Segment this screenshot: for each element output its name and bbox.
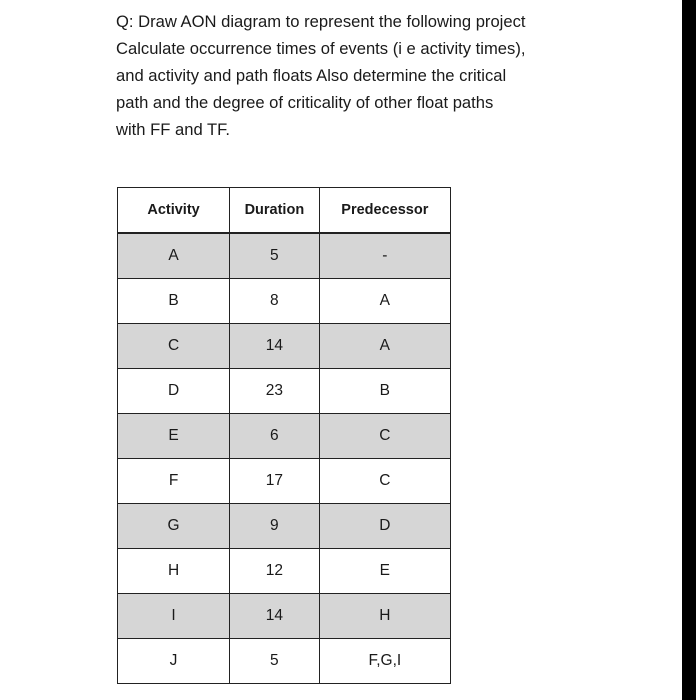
table-row	[118, 233, 451, 279]
cell-duration: 8	[230, 279, 320, 324]
cell-activity: F	[118, 459, 230, 504]
cell-activity: H	[118, 549, 230, 594]
question-line: with FF and TF.	[116, 120, 231, 139]
table-row	[118, 414, 451, 459]
table-row	[118, 594, 451, 639]
cell-predecessor: F,G,I	[319, 639, 450, 684]
cell-predecessor: A	[319, 279, 450, 324]
table-row	[118, 459, 451, 504]
header-predecessor: Predecessor	[319, 188, 450, 234]
cell-predecessor: C	[319, 459, 450, 504]
cell-duration: 14	[230, 594, 320, 639]
question-line: path and the degree of criticality of other float paths	[116, 93, 494, 112]
cell-duration: 5	[230, 639, 320, 684]
cell-predecessor: C	[319, 414, 450, 459]
cell-predecessor: B	[319, 369, 450, 414]
cell-predecessor: -	[319, 233, 450, 279]
cell-duration: 5	[230, 233, 320, 279]
table-row	[118, 279, 451, 324]
cell-activity: G	[118, 504, 230, 549]
cell-duration: 12	[230, 549, 320, 594]
cell-duration: 6	[230, 414, 320, 459]
question-line: Calculate occurrence times of events (i e activity times),	[116, 39, 526, 58]
cell-predecessor: E	[319, 549, 450, 594]
cell-activity: C	[118, 324, 230, 369]
cell-duration: 23	[230, 369, 320, 414]
table-header-row	[118, 188, 451, 234]
header-activity: Activity	[118, 188, 230, 234]
cell-activity: D	[118, 369, 230, 414]
cell-activity: E	[118, 414, 230, 459]
table-row	[118, 549, 451, 594]
cell-activity: A	[118, 233, 230, 279]
cell-duration: 14	[230, 324, 320, 369]
table-row	[118, 324, 451, 369]
activity-table	[117, 187, 451, 684]
cell-activity: J	[118, 639, 230, 684]
cell-activity: B	[118, 279, 230, 324]
cell-activity: I	[118, 594, 230, 639]
question-text	[116, 8, 616, 143]
cell-predecessor: D	[319, 504, 450, 549]
table-row	[118, 639, 451, 684]
cell-predecessor: A	[319, 324, 450, 369]
cell-duration: 17	[230, 459, 320, 504]
cell-predecessor: H	[319, 594, 450, 639]
header-duration: Duration	[230, 188, 320, 234]
table-row	[118, 504, 451, 549]
question-line: and activity and path floats Also determine the critical	[116, 66, 507, 85]
question-line: Q: Draw AON diagram to represent the following project	[116, 12, 526, 31]
cell-duration: 9	[230, 504, 320, 549]
table-row	[118, 369, 451, 414]
